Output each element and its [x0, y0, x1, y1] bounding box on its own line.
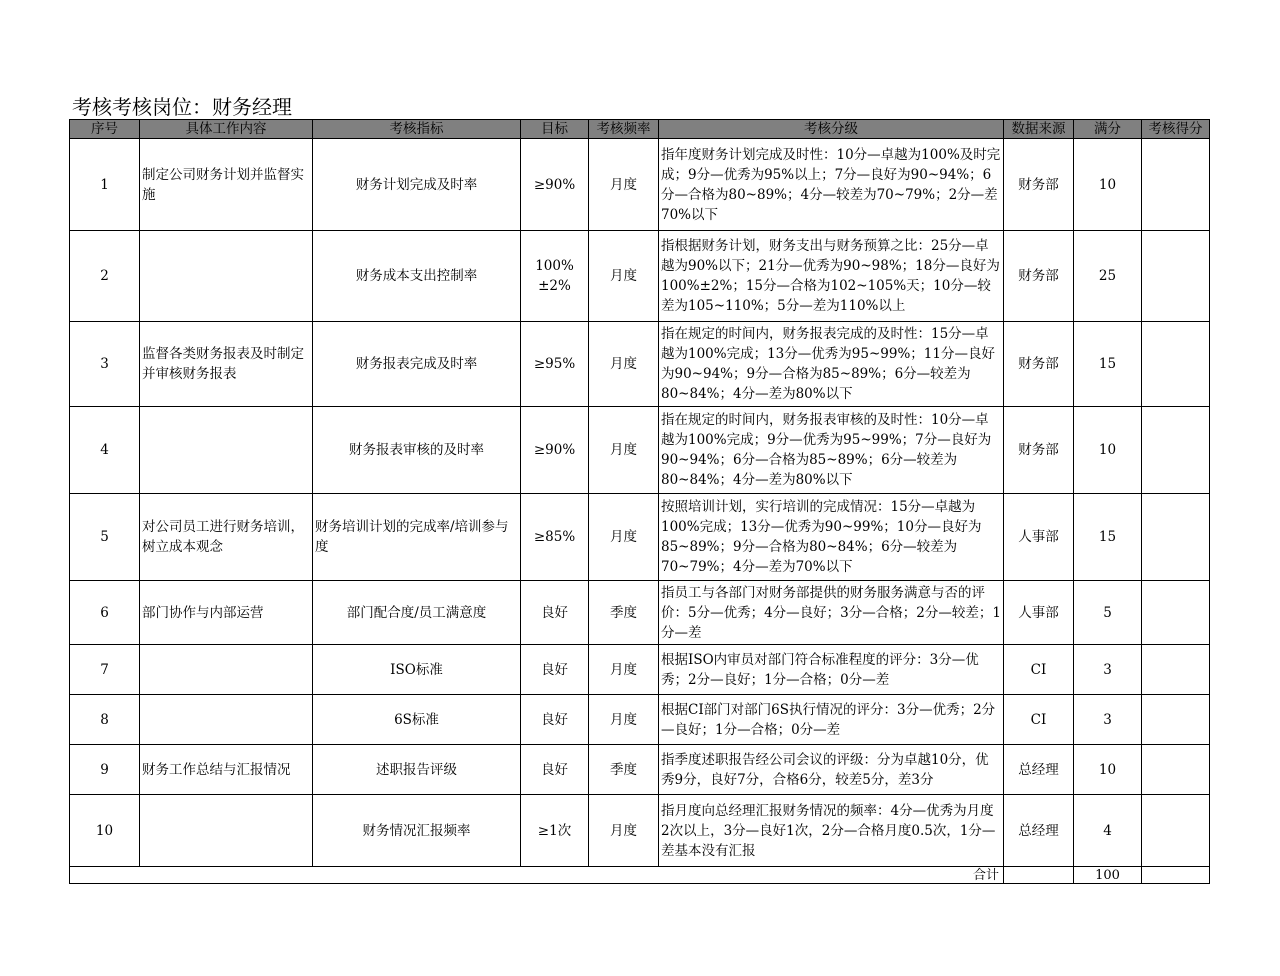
cell-source: 人事部 — [1004, 494, 1074, 581]
cell-full-score: 15 — [1074, 322, 1142, 407]
cell-work: 对公司员工进行财务培训，树立成本观念 — [140, 494, 313, 581]
cell-work — [140, 407, 313, 494]
cell-frequency: 月度 — [589, 139, 659, 231]
cell-score[interactable] — [1142, 645, 1210, 695]
cell-full-score: 10 — [1074, 745, 1142, 795]
cell-source: 财务部 — [1004, 322, 1074, 407]
cell-work: 部门协作与内部运营 — [140, 581, 313, 645]
table-row — [70, 407, 1210, 494]
header-work: 具体工作内容 — [140, 120, 313, 139]
cell-no: 5 — [70, 494, 140, 581]
cell-indicator: 述职报告评级 — [313, 745, 521, 795]
cell-target: 良好 — [521, 695, 589, 745]
cell-grading: 根据ISO内审员对部门符合标准程度的评分：3分—优秀；2分—良好；1分—合格；0分—差 — [659, 645, 1004, 695]
table-row — [70, 139, 1210, 231]
cell-source: 总经理 — [1004, 795, 1074, 867]
cell-work: 财务工作总结与汇报情况 — [140, 745, 313, 795]
cell-frequency: 月度 — [589, 407, 659, 494]
cell-target: 良好 — [521, 745, 589, 795]
cell-grading: 指员工与各部门对财务部提供的财务服务满意与否的评价：5分—优秀；4分—良好；3分—合格；2分—较差；1分—差 — [659, 581, 1004, 645]
total-score-cell[interactable] — [1142, 867, 1210, 884]
cell-full-score: 4 — [1074, 795, 1142, 867]
table-row — [70, 494, 1210, 581]
cell-target: 100%±2% — [521, 231, 589, 322]
cell-work — [140, 795, 313, 867]
table-row — [70, 795, 1210, 867]
cell-indicator: 财务培训计划的完成率/培训参与度 — [313, 494, 521, 581]
cell-score[interactable] — [1142, 407, 1210, 494]
cell-source: 总经理 — [1004, 745, 1074, 795]
cell-source: 财务部 — [1004, 407, 1074, 494]
header-grading: 考核分级 — [659, 120, 1004, 139]
cell-no: 10 — [70, 795, 140, 867]
cell-full-score: 10 — [1074, 407, 1142, 494]
header-frequency: 考核频率 — [589, 120, 659, 139]
table-row — [70, 695, 1210, 745]
cell-score[interactable] — [1142, 322, 1210, 407]
table-row — [70, 581, 1210, 645]
cell-full-score: 10 — [1074, 139, 1142, 231]
cell-target: ≥90% — [521, 407, 589, 494]
cell-frequency: 月度 — [589, 231, 659, 322]
cell-work — [140, 231, 313, 322]
cell-no: 3 — [70, 322, 140, 407]
cell-frequency: 季度 — [589, 581, 659, 645]
cell-grading: 指根据财务计划，财务支出与财务预算之比：25分—卓越为90%以下；21分—优秀为90~98%；18分—良好为100%±2%；15分—合格为102~105%天；10分—较差为105~110%；5分—差为110%以上 — [659, 231, 1004, 322]
cell-score[interactable] — [1142, 695, 1210, 745]
header-score: 考核得分 — [1142, 120, 1210, 139]
table-row — [70, 322, 1210, 407]
sheet-title: 考核考核岗位：财务经理 — [72, 95, 292, 119]
cell-source: CI — [1004, 645, 1074, 695]
cell-work: 监督各类财务报表及时制定并审核财务报表 — [140, 322, 313, 407]
cell-target: 良好 — [521, 581, 589, 645]
cell-grading: 根据CI部门对部门6S执行情况的评分：3分—优秀；2分—良好；1分—合格；0分—差 — [659, 695, 1004, 745]
cell-indicator: 财务报表完成及时率 — [313, 322, 521, 407]
cell-source: 财务部 — [1004, 231, 1074, 322]
cell-work — [140, 695, 313, 745]
header-no: 序号 — [70, 120, 140, 139]
total-source-cell — [1004, 867, 1074, 884]
cell-target: ≥90% — [521, 139, 589, 231]
cell-target: ≥95% — [521, 322, 589, 407]
cell-grading: 指年度财务计划完成及时性：10分—卓越为100%及时完成；9分—优秀为95%以上；7分—良好为90~94%；6分—合格为80~89%；4分—较差为70~79%；2分—差70%以下 — [659, 139, 1004, 231]
cell-no: 4 — [70, 407, 140, 494]
cell-score[interactable] — [1142, 494, 1210, 581]
table-row — [70, 745, 1210, 795]
header-source: 数据来源 — [1004, 120, 1074, 139]
cell-frequency: 月度 — [589, 695, 659, 745]
cell-score[interactable] — [1142, 581, 1210, 645]
cell-frequency: 月度 — [589, 494, 659, 581]
cell-target: ≥1次 — [521, 795, 589, 867]
cell-work: 制定公司财务计划并监督实施 — [140, 139, 313, 231]
cell-full-score: 15 — [1074, 494, 1142, 581]
total-label: 合计 — [70, 867, 1004, 884]
cell-score[interactable] — [1142, 231, 1210, 322]
cell-grading: 指在规定的时间内，财务报表完成的及时性：15分—卓越为100%完成；13分—优秀为95~99%；11分—良好为90~94%；9分—合格为85~89%；6分—较差为80~84%；4分—差为80%以下 — [659, 322, 1004, 407]
cell-no: 2 — [70, 231, 140, 322]
cell-indicator: ISO标准 — [313, 645, 521, 695]
cell-indicator: 财务情况汇报频率 — [313, 795, 521, 867]
cell-source: CI — [1004, 695, 1074, 745]
cell-score[interactable] — [1142, 139, 1210, 231]
cell-target: 良好 — [521, 645, 589, 695]
cell-frequency: 季度 — [589, 745, 659, 795]
cell-grading: 指季度述职报告经公司会议的评级：分为卓越10分，优秀9分，良好7分，合格6分，较差5分，差3分 — [659, 745, 1004, 795]
cell-work — [140, 645, 313, 695]
cell-no: 6 — [70, 581, 140, 645]
total-row — [70, 867, 1210, 884]
cell-indicator: 6S标准 — [313, 695, 521, 745]
cell-grading: 指月度向总经理汇报财务情况的频率：4分—优秀为月度2次以上，3分—良好1次，2分—合格月度0.5次，1分—差基本没有汇报 — [659, 795, 1004, 867]
table-row — [70, 645, 1210, 695]
cell-score[interactable] — [1142, 745, 1210, 795]
cell-no: 9 — [70, 745, 140, 795]
cell-source: 人事部 — [1004, 581, 1074, 645]
header-row — [70, 120, 1210, 139]
cell-score[interactable] — [1142, 795, 1210, 867]
cell-no: 7 — [70, 645, 140, 695]
cell-no: 8 — [70, 695, 140, 745]
cell-frequency: 月度 — [589, 645, 659, 695]
cell-full-score: 3 — [1074, 695, 1142, 745]
cell-indicator: 财务成本支出控制率 — [313, 231, 521, 322]
assessment-table — [69, 119, 1210, 884]
cell-grading: 按照培训计划，实行培训的完成情况：15分—卓越为100%完成；13分—优秀为90~99%；10分—良好为85~89%；9分—合格为80~84%；6分—较差为70~79%；4分—差为70%以下 — [659, 494, 1004, 581]
table-row — [70, 231, 1210, 322]
cell-source: 财务部 — [1004, 139, 1074, 231]
header-full-score: 满分 — [1074, 120, 1142, 139]
cell-indicator: 财务报表审核的及时率 — [313, 407, 521, 494]
total-full-score: 100 — [1074, 867, 1142, 884]
cell-indicator: 财务计划完成及时率 — [313, 139, 521, 231]
cell-grading: 指在规定的时间内，财务报表审核的及时性：10分—卓越为100%完成；9分—优秀为95~99%；7分—良好为90~94%；6分—合格为85~89%；6分—较差为80~84%；4分—差为80%以下 — [659, 407, 1004, 494]
cell-frequency: 月度 — [589, 795, 659, 867]
cell-indicator: 部门配合度/员工满意度 — [313, 581, 521, 645]
cell-full-score: 3 — [1074, 645, 1142, 695]
cell-target: ≥85% — [521, 494, 589, 581]
cell-full-score: 5 — [1074, 581, 1142, 645]
header-indicator: 考核指标 — [313, 120, 521, 139]
cell-frequency: 月度 — [589, 322, 659, 407]
cell-no: 1 — [70, 139, 140, 231]
header-target: 目标 — [521, 120, 589, 139]
cell-full-score: 25 — [1074, 231, 1142, 322]
